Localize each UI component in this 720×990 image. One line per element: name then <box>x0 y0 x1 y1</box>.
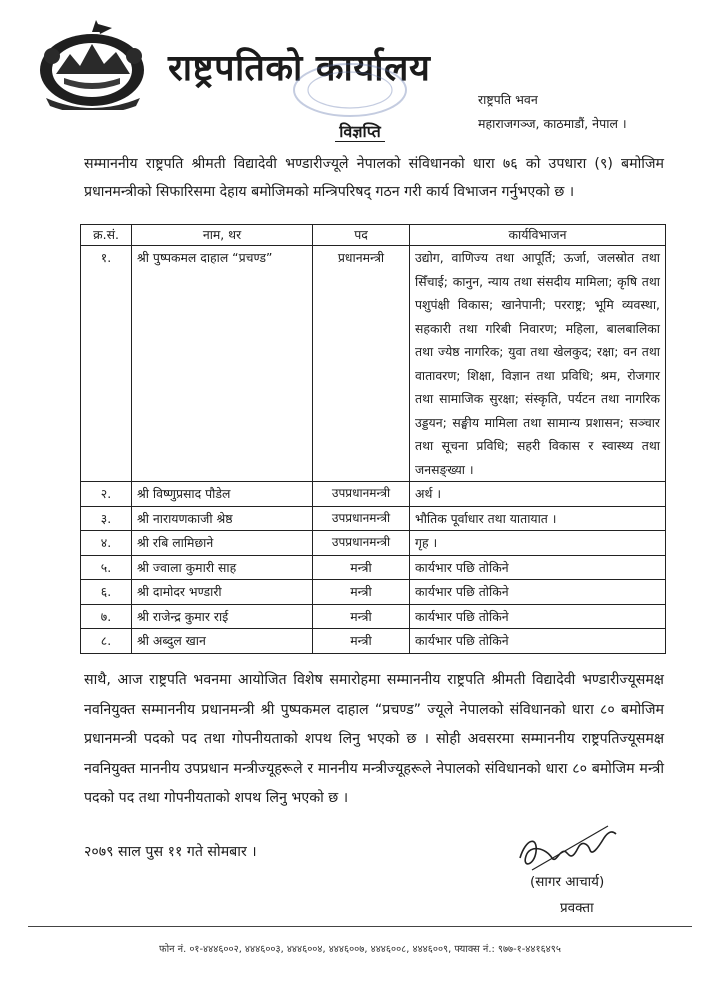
row-sn: ६. <box>81 580 132 605</box>
row-post: उपप्रधानमन्त्री <box>313 531 410 556</box>
address-line-1: राष्ट्रपति भवन <box>478 92 538 107</box>
table-row <box>81 555 666 580</box>
row-name: श्री रबि लामिछाने <box>132 531 313 556</box>
row-post: मन्त्री <box>313 629 410 654</box>
table-row <box>81 246 666 482</box>
row-sn: ४. <box>81 531 132 556</box>
row-post: मन्त्री <box>313 580 410 605</box>
footer-contact: फोन नं. ०१-४४४६००२, ४४४६००३, ४४४६००४, ४४४६००७, ४४४६००८, ४४४६००९, फ्याक्स नं.: ९७७-१-४४१६४९५ <box>159 944 561 955</box>
row-name: श्री ज्वाला कुमारी साह <box>132 555 313 580</box>
header-post: पद <box>313 225 410 246</box>
row-duties: कार्यभार पछि तोकिने <box>410 604 666 629</box>
header-sn: क्र.सं. <box>81 225 132 246</box>
row-sn: १. <box>81 246 132 482</box>
table-row <box>81 604 666 629</box>
table-row <box>81 531 666 556</box>
notice-date: २०७९ साल पुस ११ गते सोमबार । <box>84 844 257 860</box>
header-name: नाम, थर <box>132 225 313 246</box>
nepal-emblem-icon <box>36 14 154 110</box>
row-duties: अर्थ । <box>410 482 666 507</box>
address-line-2: महाराजगञ्ज, काठमाडौं, नेपाल । <box>478 116 627 131</box>
office-title: राष्ट्रपतिको कार्यालय <box>168 48 431 89</box>
row-post: उपप्रधानमन्त्री <box>313 482 410 507</box>
row-duties: भौतिक पूर्वाधार तथा यातायात । <box>410 506 666 531</box>
row-duties: कार्यभार पछि तोकिने <box>410 580 666 605</box>
row-duties: गृह । <box>410 531 666 556</box>
row-sn: २. <box>81 482 132 507</box>
row-post: प्रधानमन्त्री <box>313 246 410 482</box>
table-row <box>81 482 666 507</box>
footer-divider <box>28 926 692 927</box>
row-name: श्री दामोदर भण्डारी <box>132 580 313 605</box>
closing-paragraph: साथै, आज राष्ट्रपति भवनमा आयोजित विशेष समारोहमा सम्माननीय राष्ट्रपति श्रीमती विद्यादेवी भण्डारीज्यूसमक्ष नवनियुक्त सम्माननीय प्रधानमन्त्री श्री पुष्पकमल दाहाल “प्रचण्ड” ज्यूले नेपालको संविधानको धारा ८० बमोजिम प्रधानमन्त्री पदको पद तथा गोपनीयताको शपथ लिनु भएको छ । सोही अवसरमा सम्माननीय राष्ट्रपतिज्यूसमक्ष नवनियुक्त माननीय उपप्रधान मन्त्रीज्यूहरूले र माननीय मन्त्रीज्यूहरूले नेपालको संविधानको धारा ८० बमोजिम मन्त्री पदको पद तथा गोपनीयताको शपथ लिनु भएको छ । <box>84 672 664 806</box>
row-name: श्री पुष्पकमल दाहाल “प्रचण्ड” <box>132 246 313 482</box>
row-sn: ७. <box>81 604 132 629</box>
row-post: मन्त्री <box>313 604 410 629</box>
intro-paragraph: सम्माननीय राष्ट्रपति श्रीमती विद्यादेवी भण्डारीज्यूले नेपालको संविधानको धारा ७६ को उपधारा (९) बमोजिम प्रधानमन्त्रीको सिफारिसमा देहाय बमोजिमको मन्त्रिपरिषद् गठन गरी कार्य विभाजन गर्नुभएको छ । <box>84 156 664 200</box>
table-header-row <box>81 225 666 246</box>
row-name: श्री विष्णुप्रसाद पौडेल <box>132 482 313 507</box>
row-duties: कार्यभार पछि तोकिने <box>410 555 666 580</box>
row-sn: ५. <box>81 555 132 580</box>
row-post: उपप्रधानमन्त्री <box>313 506 410 531</box>
table-row <box>81 506 666 531</box>
row-name: श्री राजेन्द्र कुमार राई <box>132 604 313 629</box>
signatory-name: (सागर आचार्य) <box>530 874 605 890</box>
row-name: श्री अब्दुल खान <box>132 629 313 654</box>
table-row <box>81 580 666 605</box>
row-post: मन्त्री <box>313 555 410 580</box>
row-name: श्री नारायणकाजी श्रेष्ठ <box>132 506 313 531</box>
header-duties: कार्यविभाजन <box>410 225 666 246</box>
row-sn: ८. <box>81 629 132 654</box>
notice-title <box>0 120 720 142</box>
notice-title-text: विज्ञप्ति <box>335 122 385 142</box>
signatory-post: प्रवक्ता <box>560 900 594 916</box>
row-sn: ३. <box>81 506 132 531</box>
row-duties: उद्योग, वाणिज्य तथा आपूर्ति; ऊर्जा, जलस्रोत तथा सिँचाई; कानुन, न्याय तथा संसदीय मामिला; कृषि तथा पशुपंक्षी विकास; खानेपानी; परराष्ट्र; भूमि व्यवस्था, सहकारी तथा गरिबी निवारण; महिला, बालबालिका तथा ज्येष्ठ नागरिक; युवा तथा खेलकुद; रक्षा; वन तथा वातावरण; शिक्षा, विज्ञान तथा प्रविधि; श्रम, रोजगार तथा सामाजिक सुरक्षा; संस्कृति, पर्यटन तथा नागरिक उड्डयन; सङ्घीय मामिला तथा सामान्य प्रशासन; सञ्चार तथा सूचना प्रविधि; सहरी विकास र स्वास्थ्य तथा जनसङ्ख्या । <box>410 246 666 482</box>
table-row <box>81 629 666 654</box>
cabinet-table <box>80 224 666 654</box>
row-duties: कार्यभार पछि तोकिने <box>410 629 666 654</box>
office-stamp-icon <box>290 60 410 120</box>
